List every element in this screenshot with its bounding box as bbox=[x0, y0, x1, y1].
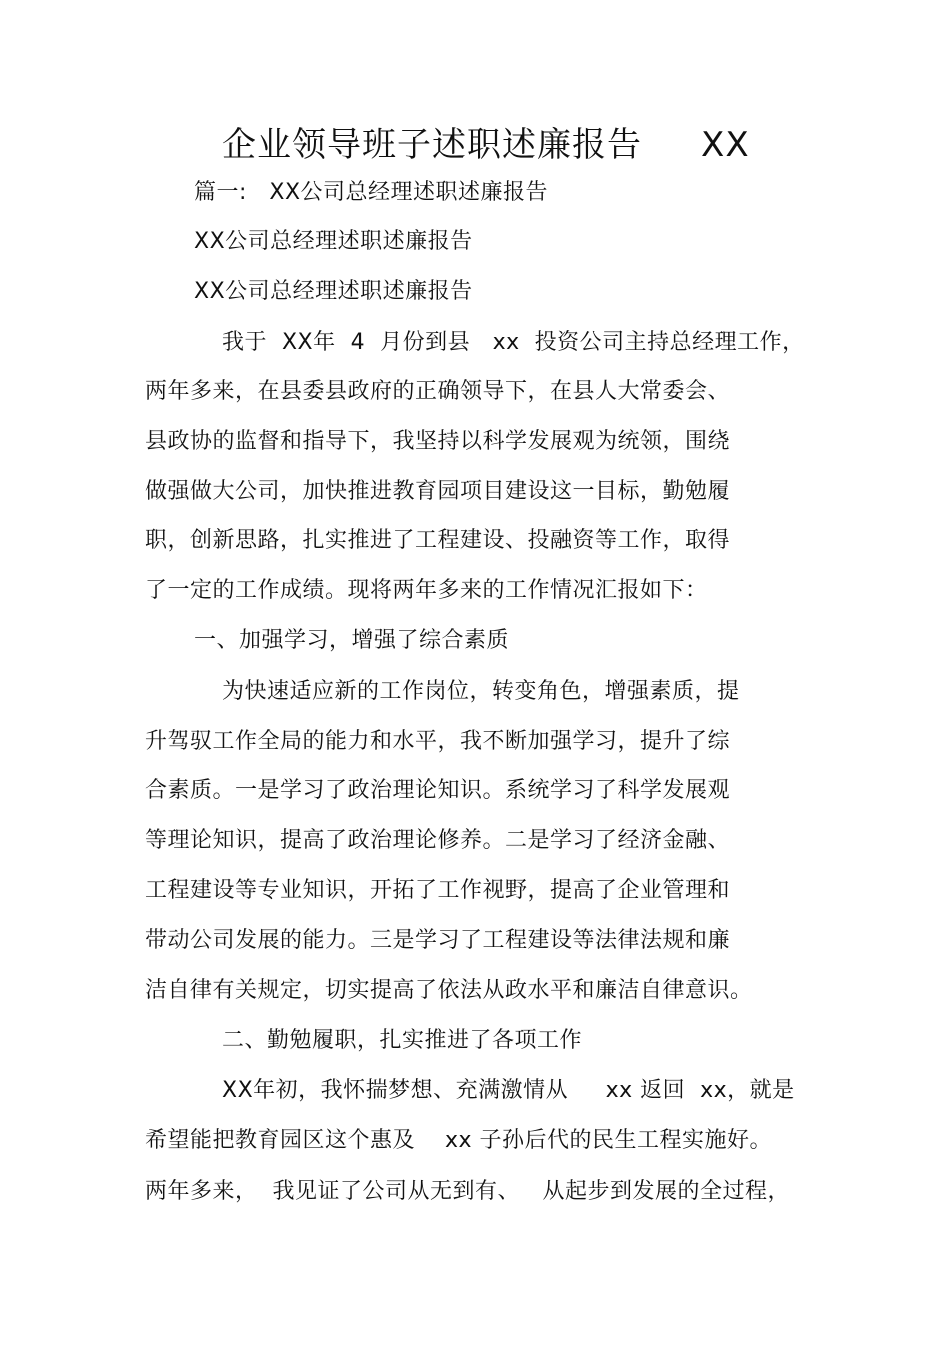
paragraph-line: 升驾驭工作全局的能力和水平，我不断加强学习，提升了综 bbox=[145, 729, 731, 754]
paragraph-line: 希望能把教育园区这个惠及 xx 子孙后代的民生工程实施好。 bbox=[145, 1128, 773, 1153]
paragraph-line: 职，创新思路，扎实推进了工程建设、投融资等工作，取得 bbox=[145, 528, 731, 553]
paragraph-line: 做强做大公司，加快推进教育园项目建设这一目标，勤勉履 bbox=[145, 479, 731, 504]
paragraph-line: 县政协的监督和指导下，我坚持以科学发展观为统领，围绕 bbox=[145, 429, 731, 454]
paragraph-line: 为快速适应新的工作岗位，转变角色，增强素质，提 bbox=[222, 679, 740, 704]
section-heading: 二、勤勉履职，扎实推进了各项工作 bbox=[222, 1028, 583, 1053]
paragraph-line: 洁自律有关规定，切实提高了依法从政水平和廉洁自律意识。 bbox=[145, 978, 753, 1003]
paragraph-line: 等理论知识，提高了政治理论修养。二是学习了经济金融、 bbox=[145, 828, 731, 853]
paragraph-line: 工程建设等专业知识，开拓了工作视野，提高了企业管理和 bbox=[145, 878, 731, 903]
subtitle-line: XX公司总经理述职述廉报告 bbox=[194, 229, 473, 254]
paragraph-line: 带动公司发展的能力。三是学习了工程建设等法律法规和廉 bbox=[145, 928, 731, 953]
paragraph-line: 两年多来，在县委县政府的正确领导下，在县人大常委会、 bbox=[145, 379, 731, 404]
document-title: 企业领导班子述职述廉报告 XX bbox=[222, 125, 750, 165]
chapter-heading: 篇一: XX公司总经理述职述廉报告 bbox=[194, 180, 549, 205]
section-heading: 一、加强学习，增强了综合素质 bbox=[194, 628, 510, 653]
paragraph-line: 我于 XX年 4 月份到县 xx 投资公司主持总经理工作， bbox=[222, 330, 805, 355]
paragraph-line: 了一定的工作成绩。现将两年多来的工作情况汇报如下： bbox=[145, 578, 708, 603]
paragraph-line: 两年多来， 我见证了公司从无到有、 从起步到发展的全过程， bbox=[145, 1179, 790, 1204]
paragraph-line: 合素质。一是学习了政治理论知识。系统学习了科学发展观 bbox=[145, 778, 731, 803]
subtitle-line: XX公司总经理述职述廉报告 bbox=[194, 279, 473, 304]
paragraph-line: XX年初，我怀揣梦想、充满激情从 xx 返回 xx，就是 bbox=[222, 1078, 795, 1103]
